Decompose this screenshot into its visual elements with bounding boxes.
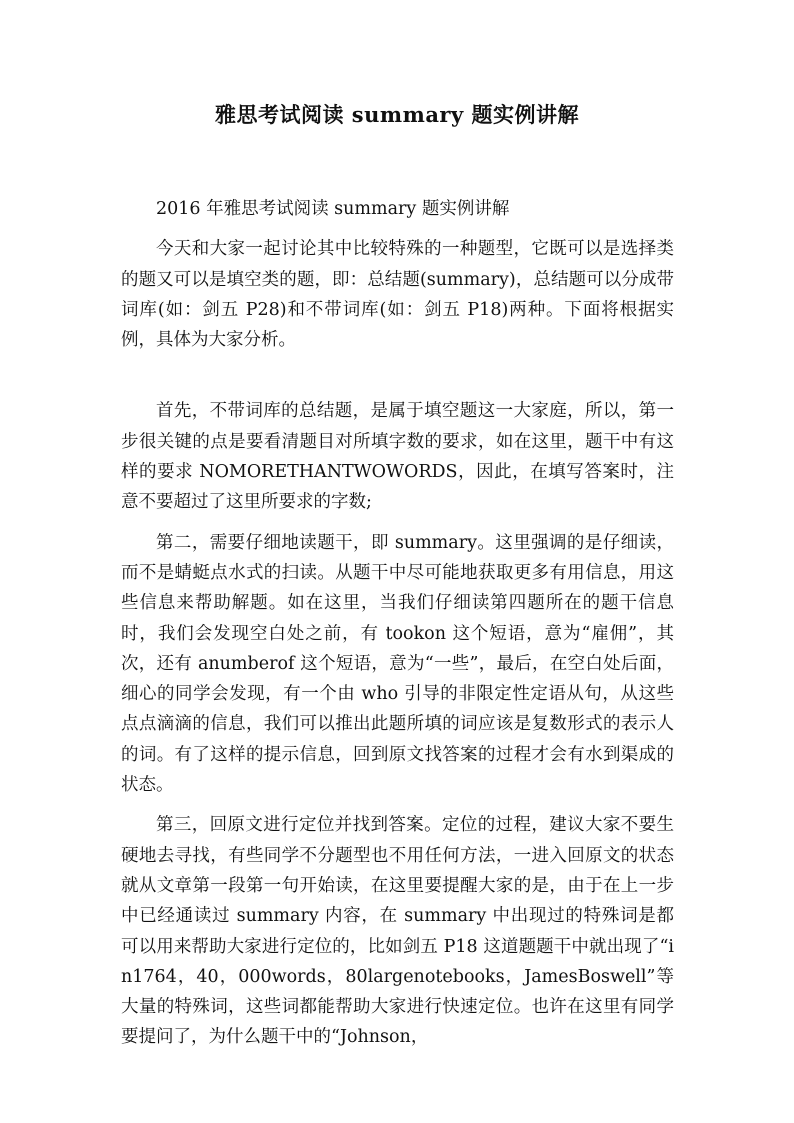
subtitle-paragraph: 2016 年雅思考试阅读 summary 题实例讲解 [156, 199, 510, 219]
third-point-paragraph: 第三，回原文进行定位并找到答案。定位的过程，建议大家不要生硬地去寻找，有些同学不分题型也不用任何方法，一进入回原文的状态就从文章第一段第一句开始读，在这里要提醒大家的是，由于在上一步中已经通读过 summary 内容，在 summary 中出现过的特殊词是都可以用来帮助大家进行定位的，比如剑五 P18 这道题题干中就出现了“in1764，40，000words，80largenotebooks，JamesBoswell”等大量的特殊词，这些词都能帮助大家进行快速定位。也许在这里有同学要提问了，为什么题干中的“Johnson， [121, 815, 674, 1048]
second-point-paragraph: 第二，需要仔细地读题干，即 summary。这里强调的是仔细读，而不是蜻蜓点水式的扫读。从题干中尽可能地获取更多有用信息，用这些信息来帮助解题。如在这里，当我们仔细读第四题所在的题干信息时，我们会发现空白处之前，有 tookon 这个短语，意为“雇佣”，其次，还有 anumberof 这个短语，意为“一些”，最后，在空白处后面，细心的同学会发现，有一个由 who 引导的非限定性定语从句，从这些点点滴滴的信息，我们可以推出此题所填的词应该是复数形式的表示人的词。有了这样的提示信息，回到原文找答案的过程才会有水到渠成的状态。 [121, 532, 674, 796]
first-point-paragraph: 首先，不带词库的总结题，是属于填空题这一大家庭，所以，第一步很关键的点是要看清题目对所填字数的要求，如在这里，题干中有这样的要求 NOMORETHANTWOWORDS，因此，在填写答案时，注意不要超过了这里所要求的字数; [121, 401, 674, 513]
document-title: 雅思考试阅读 summary 题实例讲解 [214, 102, 580, 127]
document-body [121, 194, 674, 1053]
intro-paragraph: 今天和大家一起讨论其中比较特殊的一种题型，它既可以是选择类的题又可以是填空类的题，即：总结题(summary)，总结题可以分成带词库(如：剑五 P28)和不带词库(如：剑五 P18)两种。下面将根据实例，具体为大家分析。 [121, 239, 674, 351]
